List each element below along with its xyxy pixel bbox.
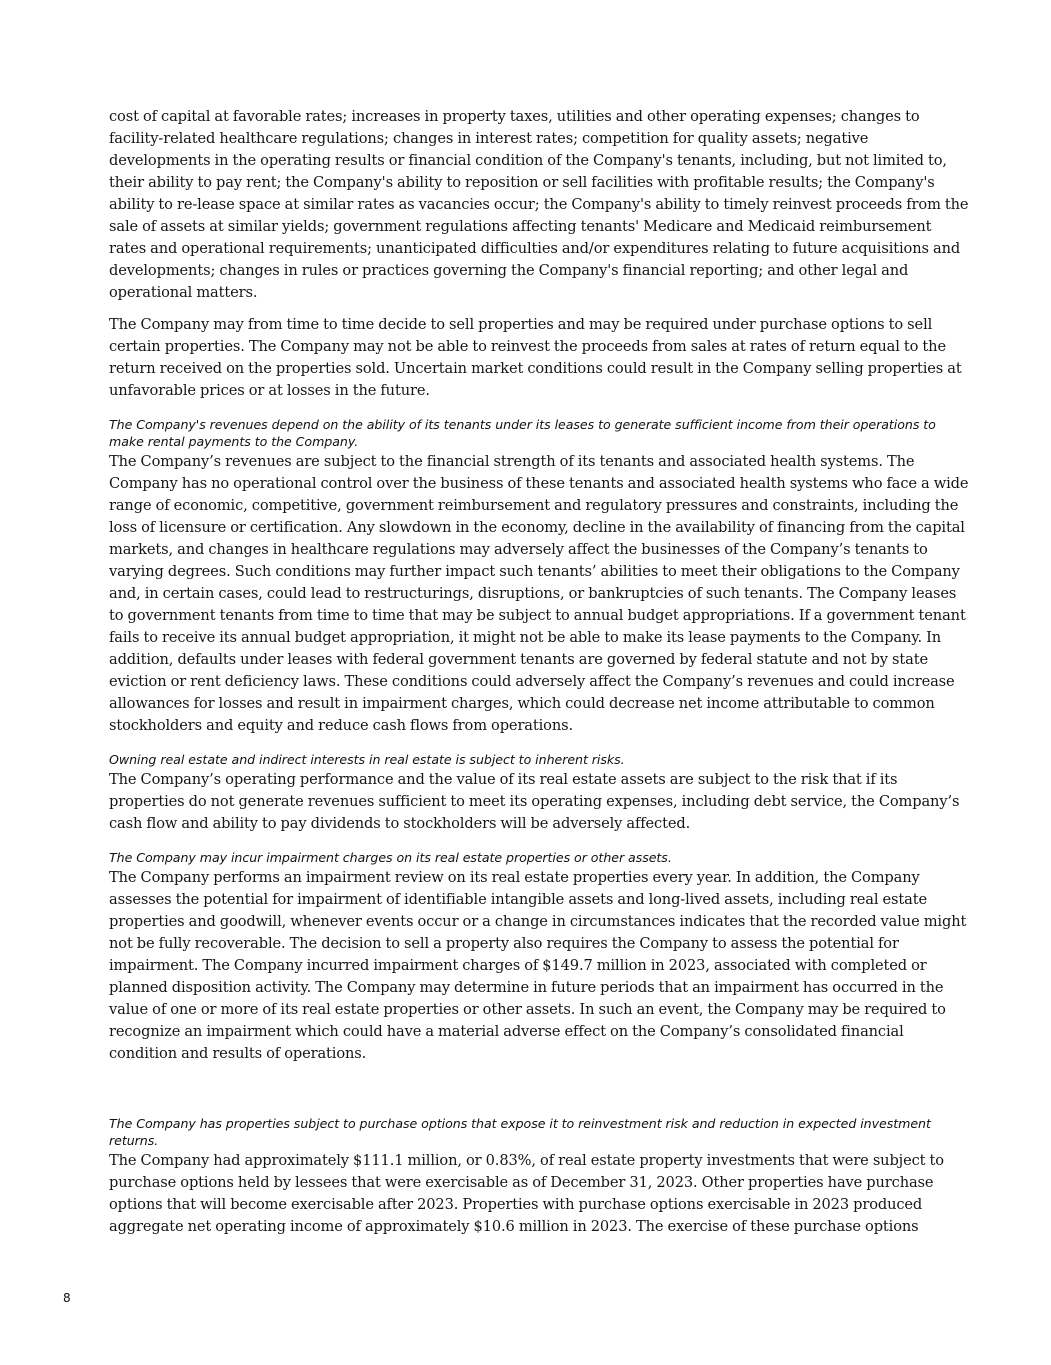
heading-purchase-options: The Company has properties subject to purchase options that expose it to reinvestment risk and reduction in expected investment returns. [109,1116,931,1148]
document-page [109,106,969,1238]
paragraph-impairment-charges: The Company performs an impairment review on its real estate properties every year. In addition, the Company assesses the potential for impairment of identifiable intangible assets and long-lived assets, including real estate properties and goodwill, whenever events occur or a change in circumstances indicates that the recorded value might not be fully recoverable. The decision to sell a property also requires the Company to assess the potential for impairment. The Company incurred impairment charges of $149.7 million in 2023, associated with completed or planned disposition activity. The Company may determine in future periods that an impairment has occurred in the value of one or more of its real estate properties or other assets. In such an event, the Company may be required to recognize an impairment which could have a material adverse effect on the Company’s consolidated financial condition and results of operations. [109,869,967,1062]
heading-tenant-revenues: The Company's revenues depend on the ability of its tenants under its leases to generate sufficient income from their operations to make rental payments to the Company. [109,417,936,449]
paragraph-real-estate-risks: The Company’s operating performance and the value of its real estate assets are subject to the risk that if its properties do not generate revenues sufficient to meet its operating expenses, including debt service, the Company’s cash flow and ability to pay dividends to stockholders will be adversely affected. [109,771,960,832]
paragraph-risk-factors-list: cost of capital at favorable rates; increases in property taxes, utilities and other operating expenses; changes to facility-related healthcare regulations; changes in interest rates; competition for quality assets; negative developments in the operating results or financial condition of the Company's tenants, including, but not limited to, their ability to pay rent; the Company's ability to reposition or sell facilities with profitable results; the Company's ability to re-lease space at similar rates as vacancies occur; the Company's ability to timely reinvest proceeds from the sale of assets at similar yields; government regulations affecting tenants' Medicare and Medicaid reimbursement rates and operational requirements; unanticipated difficulties and/or expenditures relating to future acquisitions and developments; changes in rules or practices governing the Company's financial reporting; and other legal and operational matters. [109,108,969,301]
heading-impairment-charges: The Company may incur impairment charges on its real estate properties or other assets. [109,850,672,865]
heading-real-estate-risks: Owning real estate and indirect interests in real estate is subject to inherent risks. [109,752,625,767]
page-number: 8 [63,1291,71,1305]
paragraph-purchase-options: The Company had approximately $111.1 million, or 0.83%, of real estate property investments that were subject to purchase options held by lessees that were exercisable as of December 31, 2023. Other properties have purchase options that will become exercisable after 2023. Properties with purchase options exercisable in 2023 produced aggregate net operating income of approximately $10.6 million in 2023. The exercise of these purchase options [109,1152,944,1235]
section-spacer [109,1065,969,1101]
paragraph-sale-of-properties: The Company may from time to time decide to sell properties and may be required under purchase options to sell certain properties. The Company may not be able to reinvest the proceeds from sales at rates of return equal to the return received on the properties sold. Uncertain market conditions could result in the Company selling properties at unfavorable prices or at losses in the future. [109,316,962,399]
paragraph-tenant-revenues: The Company’s revenues are subject to the financial strength of its tenants and associated health systems. The Company has no operational control over the business of these tenants and associated health systems who face a wide range of economic, competitive, government reimbursement and regulatory pressures and constraints, including the loss of licensure or certification. Any slowdown in the economy, decline in the availability of financing from the capital markets, and changes in healthcare regulations may adversely affect the businesses of the Company’s tenants to varying degrees. Such conditions may further impact such tenants’ abilities to meet their obligations to the Company and, in certain cases, could lead to restructurings, disruptions, or bankruptcies of such tenants. The Company leases to government tenants from time to time that may be subject to annual budget appropriations. If a government tenant fails to receive its annual budget appropriation, it might not be able to make its lease payments to the Company. In addition, defaults under leases with federal government tenants are governed by federal statute and not by state eviction or rent deficiency laws. These conditions could adversely affect the Company’s revenues and could increase allowances for losses and result in impairment charges, which could decrease net income attributable to common stockholders and equity and reduce cash flows from operations. [109,453,969,734]
